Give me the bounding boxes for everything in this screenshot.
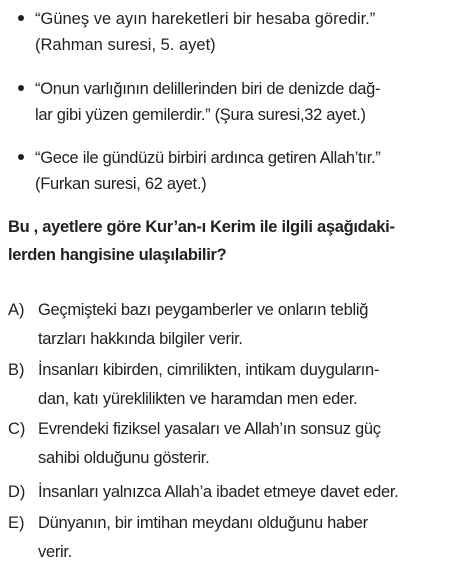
question-stem — [8, 213, 444, 269]
bullet-text — [35, 76, 445, 128]
text-line: Evrendeki fiziksel yasaları ve Allah’ın sonsuz güç — [38, 420, 381, 438]
option-text — [38, 296, 442, 354]
text-line: (Rahman suresi, 5. ayet) — [35, 36, 216, 54]
option-letter: B) — [8, 361, 25, 379]
option-text — [38, 415, 442, 473]
text-line: sahibi olduğunu gösterir. — [38, 449, 210, 467]
option-letter: A) — [8, 301, 25, 319]
text-line: İnsanları yalnızca Allah’a ibadet etmeye davet eder. — [38, 483, 399, 501]
text-line: (Furkan suresi, 62 ayet.) — [35, 175, 207, 193]
text-line: Bu , ayetlere göre Kur’an-ı Kerim ile ilgili aşağıdaki- — [8, 218, 395, 236]
bullet-dot-icon — [18, 154, 24, 160]
text-line: dan, katı yüreklilikten ve haramdan men eder. — [38, 390, 358, 408]
bullet-dot-icon — [18, 85, 24, 91]
text-line: verir. — [38, 543, 72, 561]
option-text — [38, 509, 442, 567]
bullet-text — [35, 6, 445, 58]
option-letter: D) — [8, 483, 26, 501]
option-letter: E) — [8, 514, 25, 532]
text-line: “Güneş ve ayın hareketleri bir hesaba göredir.” — [35, 10, 376, 28]
option-text — [38, 478, 442, 507]
text-line: Dünyanın, bir imtihan meydanı olduğunu haber — [38, 514, 368, 532]
text-line: lar gibi yüzen gemilerdir.” (Şura suresi,32 ayet.) — [35, 106, 366, 124]
text-line: “Onun varlığının delillerinden biri de denizde dağ- — [35, 80, 381, 98]
bullet-text — [35, 145, 445, 197]
text-line: lerden hangisine ulaşılabilir? — [8, 246, 227, 264]
text-line: İnsanları kibirden, cimrilikten, intikam duyguların- — [38, 361, 380, 379]
bullet-dot-icon — [18, 15, 24, 21]
text-line: tarzları hakkında bilgiler verir. — [38, 330, 243, 348]
text-line: “Gece ile gündüzü birbiri ardınca getiren Allah’tır.” — [35, 149, 381, 167]
text-line: Geçmişteki bazı peygamberler ve onların tebliğ — [38, 301, 369, 319]
option-text — [38, 356, 442, 414]
option-letter: C) — [8, 420, 26, 438]
